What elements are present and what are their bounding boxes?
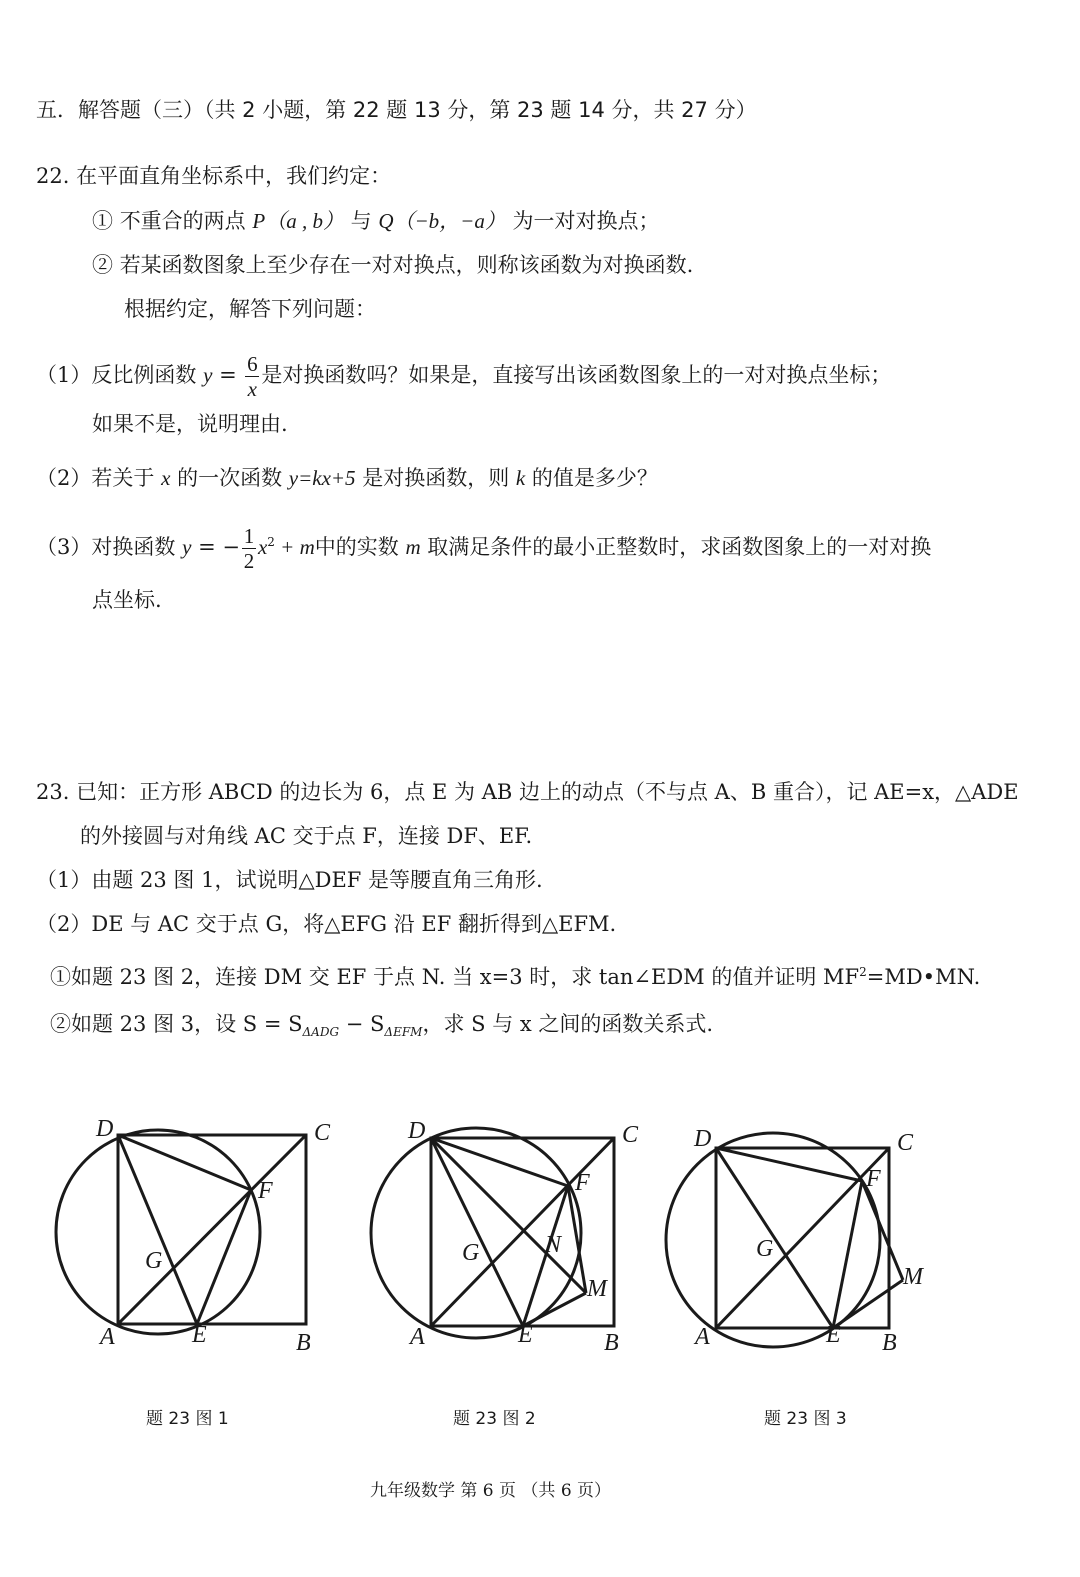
linear-function: y=kx+5: [288, 466, 356, 490]
q22-number: 22.: [36, 164, 70, 188]
figure-1-labels: [95, 1116, 331, 1356]
part1-text-a: 反比例函数: [91, 363, 204, 387]
q22-lead: 根据约定，解答下列问题：: [124, 297, 376, 321]
frac-denominator: x: [247, 377, 257, 401]
equals-minus: = −: [191, 535, 240, 559]
part2-label: （2）: [36, 466, 92, 490]
segment-EF: [197, 1190, 251, 1324]
figure-2-caption: 题 23 图 2: [453, 1409, 536, 1429]
q23-part1: （1）由题 23 图 1，试说明△DEF 是等腰直角三角形.: [36, 868, 543, 892]
label-C: C: [622, 1122, 639, 1148]
figure-1: [56, 1130, 306, 1334]
label-D: D: [408, 1118, 426, 1144]
label-C: C: [314, 1120, 331, 1146]
q23-number: 23.: [36, 780, 70, 804]
label-B: B: [296, 1330, 311, 1356]
segment-DF: [716, 1148, 862, 1181]
part2-text-d: 的值是多少？: [525, 466, 658, 490]
q22-part1-line2: 如果不是，说明理由.: [92, 412, 288, 436]
page-footer: 九年级数学 第 6 页 （共 6 页）: [370, 1481, 612, 1501]
var-m: m: [405, 535, 421, 559]
label-C: C: [897, 1130, 914, 1156]
var-y: y: [182, 535, 192, 559]
part3-text-a: 对换函数: [91, 535, 183, 559]
label-D: D: [694, 1126, 712, 1152]
sub1-exponent: 2: [859, 965, 867, 979]
label-M: M: [903, 1264, 923, 1290]
label-B: B: [882, 1330, 897, 1356]
point-P: P: [252, 209, 266, 233]
point-P-coords: （a , b）: [265, 209, 344, 233]
point-Q: Q: [378, 209, 394, 233]
segment-FM: [862, 1181, 903, 1280]
label-E: E: [826, 1322, 841, 1348]
sub2-subscript-2: ΔEFM: [384, 1025, 423, 1040]
segment-DM: [431, 1138, 586, 1293]
label-A: A: [410, 1324, 425, 1350]
var-k: k: [515, 466, 526, 490]
label-A: A: [695, 1324, 710, 1350]
equals: =: [212, 363, 244, 387]
q22-part3-line2: 点坐标.: [92, 588, 162, 612]
part2-text-b: 的一次函数: [170, 466, 289, 490]
q23-line2: 的外接圆与对角线 AC 交于点 F，连接 DF、EF.: [80, 824, 533, 848]
exponent: 2: [267, 535, 275, 549]
label-D: D: [96, 1116, 114, 1142]
q23-text-1: 已知：正方形 ABCD 的边长为 6，点 E 为 AB 边上的动点（不与点 A、B 重合），记 AE=x，△ADE: [76, 780, 1019, 804]
sub2-subscript-1: ΔADG: [302, 1025, 340, 1040]
sub2-text-a: ②如题 23 图 3，设 S = S: [50, 1012, 303, 1036]
part2-text-c: 是对换函数，则: [355, 466, 516, 490]
label-F: F: [575, 1170, 590, 1196]
var-x: x: [161, 466, 171, 490]
rule2-text: 若某函数图象上至少存在一对对换点，则称该函数为对换函数.: [119, 253, 694, 277]
rule1-end: 为一对对换点；: [512, 209, 660, 233]
var-y: y: [203, 363, 213, 387]
part3-text-b: 中的实数: [314, 535, 406, 559]
var-x: x: [257, 535, 268, 559]
diagonal-AC: [716, 1148, 889, 1328]
diagonal-AC: [118, 1135, 306, 1324]
frac-numerator: 1: [243, 524, 255, 548]
figure-2-labels: [407, 1118, 639, 1356]
label-G: G: [145, 1248, 163, 1274]
label-E: E: [518, 1322, 533, 1348]
part3-label: （3）: [36, 535, 92, 559]
sub2-mid: − S: [339, 1012, 385, 1036]
figure-1-caption: 题 23 图 1: [146, 1409, 229, 1429]
label-A: A: [100, 1324, 115, 1350]
rule1-mid: 与: [350, 209, 379, 233]
q23-part2: （2）DE 与 AC 交于点 G，将△EFG 沿 EF 翻折得到△EFM.: [36, 912, 617, 936]
part1-label: （1）: [36, 363, 92, 387]
label-M: M: [587, 1276, 607, 1302]
label-N: N: [545, 1232, 562, 1258]
part2-text-a: 若关于: [91, 466, 162, 490]
segment-DE: [716, 1148, 833, 1328]
rule1-marker: ①: [92, 209, 113, 233]
frac-numerator: 6: [247, 352, 258, 376]
label-E: E: [192, 1322, 207, 1348]
frac-denominator: 2: [243, 549, 255, 573]
sub1-text-b: =MD•MN.: [866, 965, 981, 989]
part1-text-b: 是对换函数吗？如果是，直接写出该函数图象上的一对对换点坐标；: [261, 363, 892, 387]
figure-3-caption: 题 23 图 3: [764, 1409, 847, 1429]
label-B: B: [604, 1330, 619, 1356]
label-F: F: [258, 1178, 273, 1204]
figure-2: [371, 1128, 614, 1338]
label-F: F: [866, 1166, 881, 1192]
label-G: G: [756, 1236, 774, 1262]
sub1-text-a: ①如题 23 图 2，连接 DM 交 EF 于点 N. 当 x=3 时，求 tan∠EDM 的值并证明 MF: [50, 965, 860, 989]
rule1-text: 不重合的两点: [119, 209, 253, 233]
sub2-text-b: ，求 S 与 x 之间的函数关系式.: [422, 1012, 714, 1036]
part3-text-c: 取满足条件的最小正整数时，求函数图象上的一对对换: [420, 535, 932, 559]
section-title: 五．解答题（三）（共 2 小题，第 22 题 13 分，第 23 题 14 分，共 27 分）: [36, 98, 757, 122]
q22-intro: 在平面直角坐标系中，我们约定：: [76, 164, 392, 188]
point-Q-coords: （−b，−a）: [393, 209, 506, 233]
rule2-marker: ②: [92, 253, 113, 277]
label-G: G: [462, 1240, 480, 1266]
plus-m: + m: [274, 535, 315, 559]
